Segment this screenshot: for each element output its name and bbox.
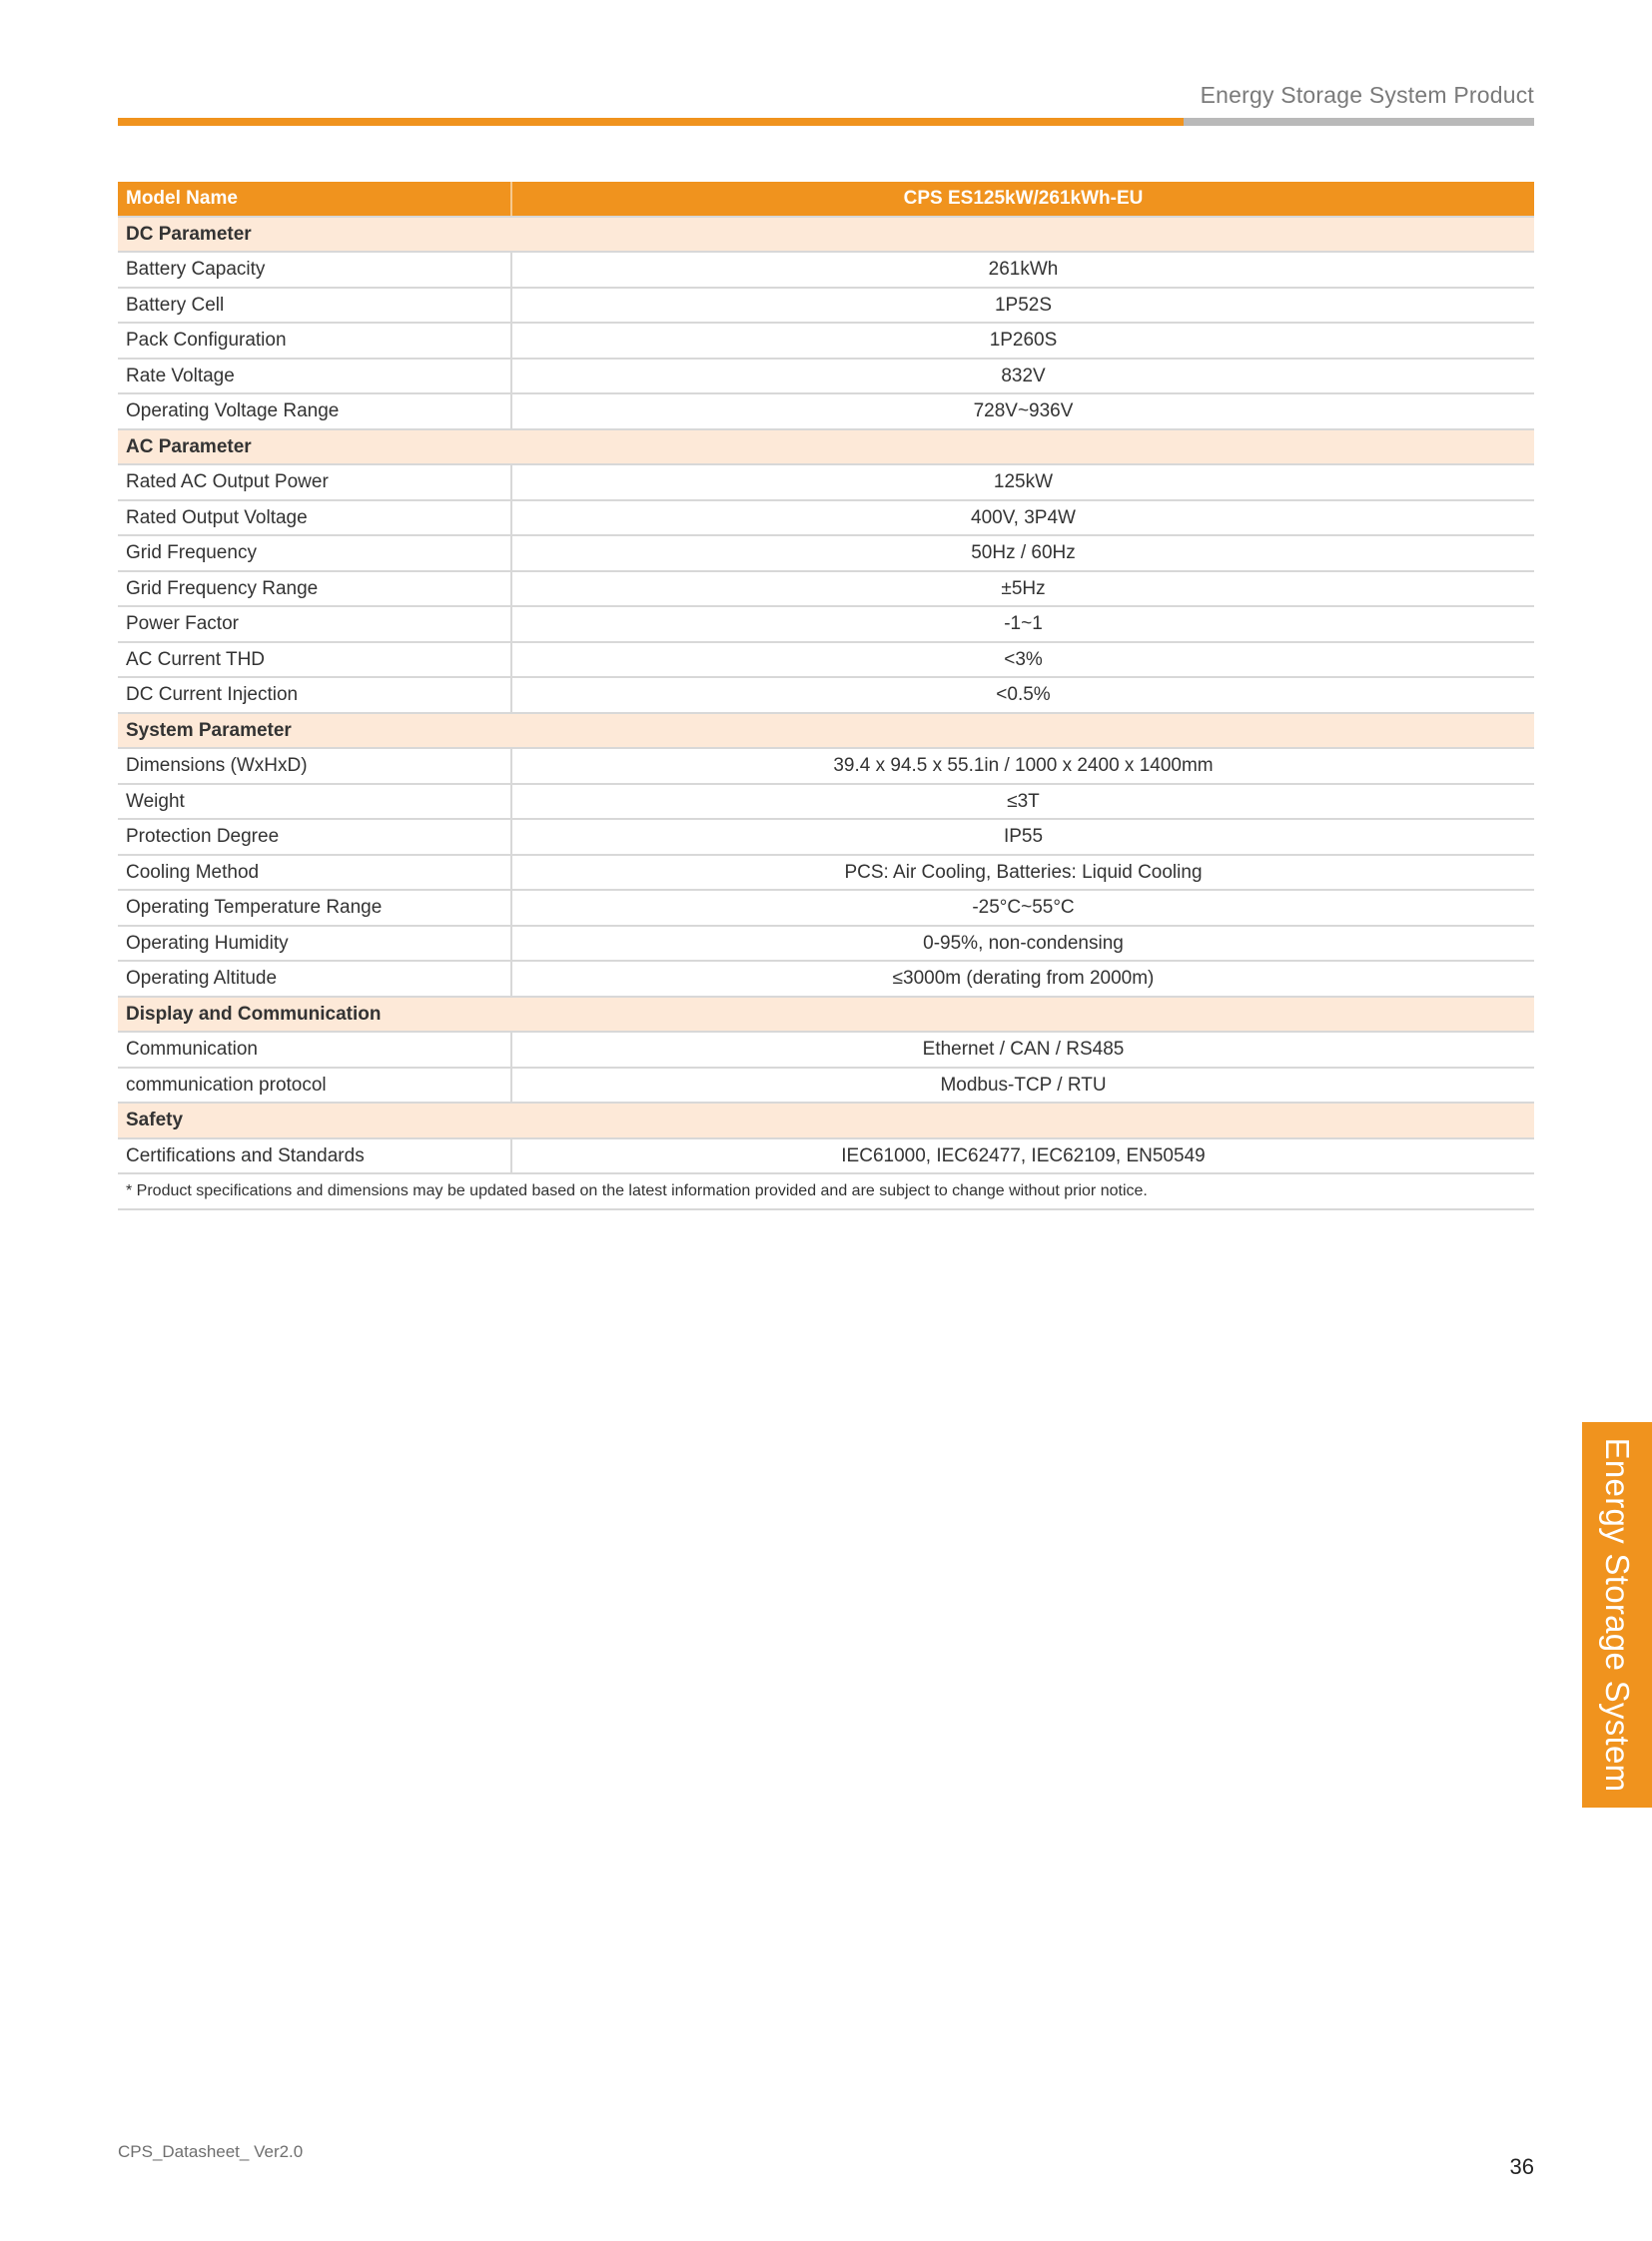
section-row bbox=[118, 217, 1534, 253]
spec-value: ±5Hz bbox=[511, 571, 1534, 607]
table-row bbox=[118, 1068, 1534, 1104]
table-row bbox=[118, 571, 1534, 607]
table-row bbox=[118, 252, 1534, 288]
spec-label: Cooling Method bbox=[118, 855, 511, 891]
section-row bbox=[118, 429, 1534, 465]
section-title: AC Parameter bbox=[118, 429, 1534, 465]
spec-label: Dimensions (WxHxD) bbox=[118, 748, 511, 784]
spec-value: 400V, 3P4W bbox=[511, 500, 1534, 536]
spec-value: 1P260S bbox=[511, 323, 1534, 359]
spec-label: Power Factor bbox=[118, 606, 511, 642]
table-header-row bbox=[118, 182, 1534, 217]
table-row bbox=[118, 1032, 1534, 1068]
header-bar-orange bbox=[118, 118, 1184, 126]
page-number: 36 bbox=[1509, 2154, 1534, 2179]
table-row bbox=[118, 819, 1534, 855]
table-row bbox=[118, 535, 1534, 571]
side-tab-label: Energy Storage System bbox=[1599, 1437, 1636, 1793]
spec-value: 50Hz / 60Hz bbox=[511, 535, 1534, 571]
spec-value: <3% bbox=[511, 642, 1534, 678]
table-row bbox=[118, 500, 1534, 536]
section-row bbox=[118, 1103, 1534, 1138]
spec-value: 1P52S bbox=[511, 288, 1534, 324]
section-row bbox=[118, 713, 1534, 749]
spec-value: ≤3T bbox=[511, 784, 1534, 820]
spec-label: Rate Voltage bbox=[118, 359, 511, 394]
spec-value: Modbus-TCP / RTU bbox=[511, 1068, 1534, 1104]
spec-label: Protection Degree bbox=[118, 819, 511, 855]
spec-value: 832V bbox=[511, 359, 1534, 394]
spec-label: Weight bbox=[118, 784, 511, 820]
model-name-value: CPS ES125kW/261kWh-EU bbox=[511, 182, 1534, 217]
section-title: Safety bbox=[118, 1103, 1534, 1138]
table-row bbox=[118, 393, 1534, 429]
spec-value: 125kW bbox=[511, 464, 1534, 500]
table-row bbox=[118, 359, 1534, 394]
spec-label: Communication bbox=[118, 1032, 511, 1068]
side-tab bbox=[1582, 1422, 1652, 1808]
header-title: Energy Storage System Product bbox=[1200, 82, 1534, 108]
spec-value: IP55 bbox=[511, 819, 1534, 855]
table-row bbox=[118, 677, 1534, 713]
spec-value: ≤3000m (derating from 2000m) bbox=[511, 961, 1534, 997]
spec-value: 261kWh bbox=[511, 252, 1534, 288]
spec-value: PCS: Air Cooling, Batteries: Liquid Cooling bbox=[511, 855, 1534, 891]
spec-value: 39.4 x 94.5 x 55.1in / 1000 x 2400 x 1400mm bbox=[511, 748, 1534, 784]
table-row bbox=[118, 890, 1534, 926]
spec-label: Certifications and Standards bbox=[118, 1138, 511, 1174]
spec-label: Battery Capacity bbox=[118, 252, 511, 288]
spec-label: DC Current Injection bbox=[118, 677, 511, 713]
spec-label: Operating Temperature Range bbox=[118, 890, 511, 926]
table-row bbox=[118, 748, 1534, 784]
section-title: Display and Communication bbox=[118, 997, 1534, 1033]
header-divider-bar bbox=[118, 118, 1534, 126]
spec-table-body bbox=[118, 217, 1534, 1209]
spec-value: IEC61000, IEC62477, IEC62109, EN50549 bbox=[511, 1138, 1534, 1174]
table-row bbox=[118, 606, 1534, 642]
section-title: DC Parameter bbox=[118, 217, 1534, 253]
section-title: System Parameter bbox=[118, 713, 1534, 749]
spec-label: Grid Frequency Range bbox=[118, 571, 511, 607]
spec-label: AC Current THD bbox=[118, 642, 511, 678]
spec-value: 728V~936V bbox=[511, 393, 1534, 429]
table-row bbox=[118, 323, 1534, 359]
spec-value: -1~1 bbox=[511, 606, 1534, 642]
spec-label: Operating Altitude bbox=[118, 961, 511, 997]
spec-value: Ethernet / CAN / RS485 bbox=[511, 1032, 1534, 1068]
spec-label: Pack Configuration bbox=[118, 323, 511, 359]
table-row bbox=[118, 961, 1534, 997]
table-row bbox=[118, 464, 1534, 500]
spec-label: Battery Cell bbox=[118, 288, 511, 324]
table-row bbox=[118, 855, 1534, 891]
table-row bbox=[118, 784, 1534, 820]
spec-value: -25°C~55°C bbox=[511, 890, 1534, 926]
spec-value: 0-95%, non-condensing bbox=[511, 926, 1534, 962]
header-bar-gray bbox=[1184, 118, 1534, 126]
spec-table bbox=[118, 182, 1534, 1210]
note-row bbox=[118, 1173, 1534, 1209]
spec-label: communication protocol bbox=[118, 1068, 511, 1104]
section-row bbox=[118, 997, 1534, 1033]
spec-label: Operating Voltage Range bbox=[118, 393, 511, 429]
footer-doc-id: CPS_Datasheet_ Ver2.0 bbox=[118, 2142, 304, 2161]
table-row bbox=[118, 926, 1534, 962]
spec-note: * Product specifications and dimensions may be updated based on the latest information provided and are subject to change without prior notice. bbox=[118, 1173, 1534, 1209]
spec-value: <0.5% bbox=[511, 677, 1534, 713]
table-row bbox=[118, 288, 1534, 324]
spec-label: Rated Output Voltage bbox=[118, 500, 511, 536]
model-name-label: Model Name bbox=[118, 182, 511, 217]
table-row bbox=[118, 642, 1534, 678]
spec-label: Grid Frequency bbox=[118, 535, 511, 571]
spec-label: Operating Humidity bbox=[118, 926, 511, 962]
table-row bbox=[118, 1138, 1534, 1174]
spec-label: Rated AC Output Power bbox=[118, 464, 511, 500]
